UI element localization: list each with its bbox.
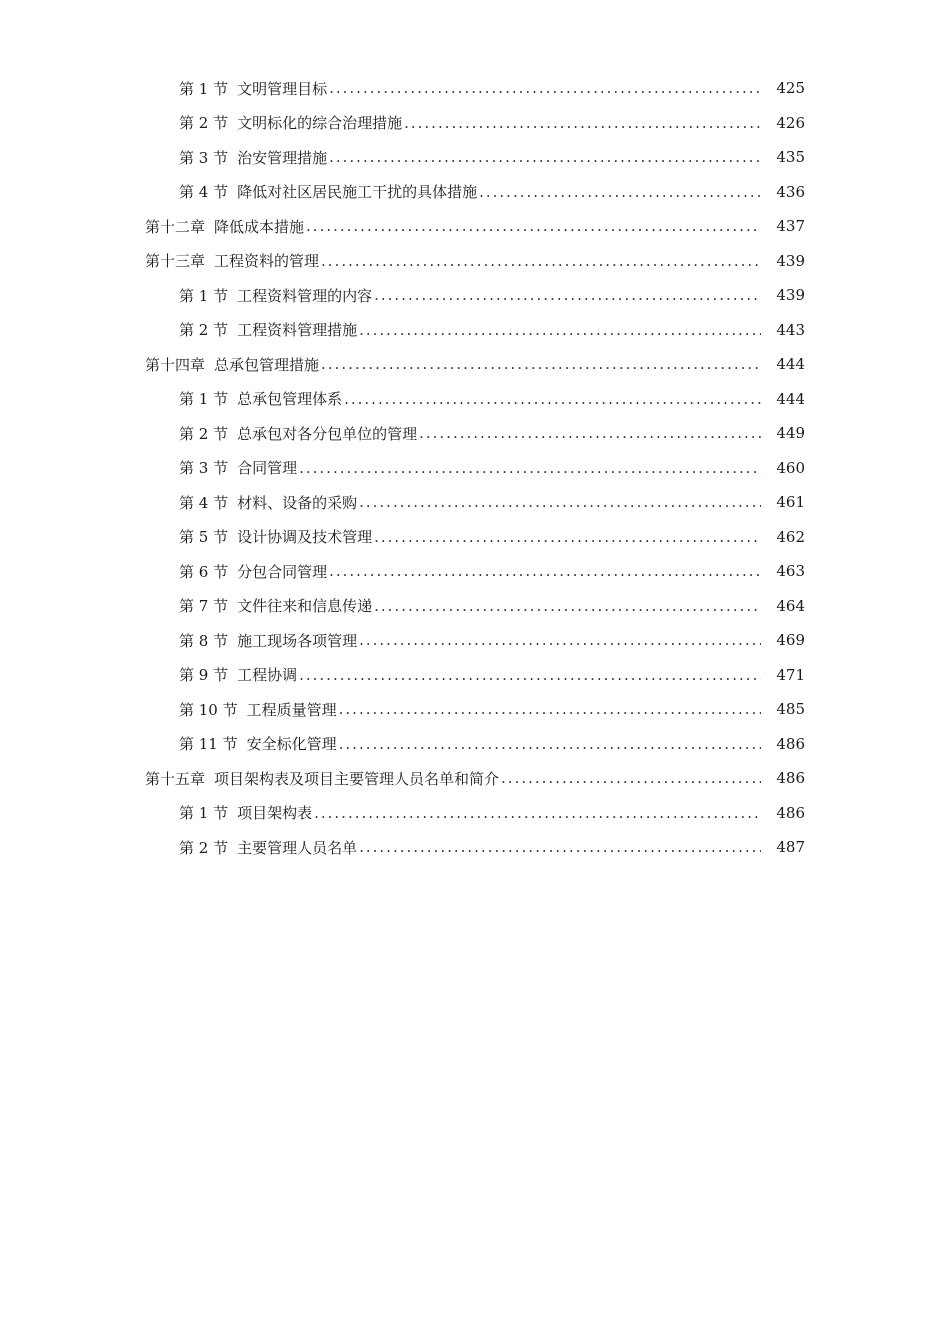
toc-entry-title: 文明标化的综合治理措施 — [237, 114, 403, 133]
toc-chapter-entry[interactable] — [0, 209, 950, 244]
toc-entry-title: 文件往来和信息传递 — [237, 597, 373, 616]
toc-page-number: 425 — [776, 79, 805, 98]
toc-section-entry[interactable] — [0, 520, 950, 555]
toc-entry-number: 第 1 节 — [179, 79, 229, 98]
toc-page-number: 460 — [776, 458, 805, 477]
toc-dot-leader — [419, 424, 761, 442]
toc-dot-leader — [404, 114, 761, 132]
toc-entry-number: 第 2 节 — [179, 321, 229, 340]
toc-entry-title: 总承包对各分包单位的管理 — [237, 424, 418, 443]
toc-section-entry[interactable] — [0, 830, 950, 865]
toc-entry-title: 设计协调及技术管理 — [237, 528, 373, 547]
toc-section-entry[interactable] — [0, 727, 950, 762]
toc-dot-leader — [374, 597, 761, 615]
toc-section-entry[interactable] — [0, 140, 950, 175]
toc-section-entry[interactable] — [0, 554, 950, 589]
toc-entry-number: 第十四章 — [145, 355, 206, 374]
toc-entry-number: 第 2 节 — [179, 838, 229, 857]
toc-page-number: 439 — [776, 286, 805, 305]
toc-page-number: 435 — [776, 148, 805, 167]
toc-entry-title: 安全标化管理 — [246, 735, 337, 754]
toc-entry-number: 第 9 节 — [179, 666, 229, 685]
toc-page-number: 439 — [776, 251, 805, 270]
toc-entry-title: 工程资料管理措施 — [237, 321, 358, 340]
toc-entry-number: 第 2 节 — [179, 114, 229, 133]
toc-section-entry[interactable] — [0, 382, 950, 417]
toc-entry-title: 降低成本措施 — [214, 217, 305, 236]
toc-dot-leader — [329, 562, 761, 580]
toc-entry-title: 文明管理目标 — [237, 79, 328, 98]
toc-entry-title: 项目架构表及项目主要管理人员名单和简介 — [214, 769, 500, 788]
toc-entry-number: 第 1 节 — [179, 390, 229, 409]
toc-dot-leader — [479, 183, 761, 201]
toc-section-entry[interactable] — [0, 313, 950, 348]
toc-page-number: 443 — [776, 320, 805, 339]
toc-entry-title: 工程质量管理 — [246, 700, 337, 719]
toc-entry-number: 第十二章 — [145, 217, 206, 236]
toc-dot-leader — [344, 390, 761, 408]
toc-page-number: 469 — [776, 631, 805, 650]
toc-entry-number: 第 1 节 — [179, 804, 229, 823]
toc-page-number: 464 — [776, 596, 805, 615]
toc-entry-title: 工程资料的管理 — [214, 252, 320, 271]
toc-entry-title: 总承包管理体系 — [237, 390, 343, 409]
toc-chapter-entry[interactable] — [0, 761, 950, 796]
toc-entry-title: 材料、设备的采购 — [237, 493, 358, 512]
toc-page-number: 463 — [776, 562, 805, 581]
toc-page-number: 486 — [776, 803, 805, 822]
toc-dot-leader — [321, 252, 761, 270]
toc-entry-number: 第 11 节 — [179, 735, 238, 754]
toc-page-number: 436 — [776, 182, 805, 201]
toc-page-number: 444 — [776, 389, 805, 408]
toc-dot-leader — [329, 148, 761, 166]
toc-entry-title: 工程协调 — [237, 666, 298, 685]
toc-page-number: 471 — [776, 665, 805, 684]
toc-entry-number: 第 2 节 — [179, 424, 229, 443]
toc-page-number: 486 — [776, 769, 805, 788]
toc-entry-number: 第 3 节 — [179, 148, 229, 167]
toc-dot-leader — [374, 286, 761, 304]
toc-entry-number: 第 3 节 — [179, 459, 229, 478]
toc-section-entry[interactable] — [0, 485, 950, 520]
toc-entry-number: 第 8 节 — [179, 631, 229, 650]
toc-dot-leader — [299, 666, 761, 684]
toc-dot-leader — [306, 217, 761, 235]
toc-entry-title: 总承包管理措施 — [214, 355, 320, 374]
toc-page-number: 486 — [776, 734, 805, 753]
toc-dot-leader — [501, 769, 761, 787]
toc-entry-title: 分包合同管理 — [237, 562, 328, 581]
toc-section-entry[interactable] — [0, 658, 950, 693]
toc-page-number: 449 — [776, 424, 805, 443]
toc-section-entry[interactable] — [0, 278, 950, 313]
toc-dot-leader — [359, 838, 761, 856]
toc-entry-title: 项目架构表 — [237, 804, 313, 823]
toc-page-number: 426 — [776, 113, 805, 132]
toc-section-entry[interactable] — [0, 692, 950, 727]
toc-entry-number: 第 4 节 — [179, 183, 229, 202]
toc-dot-leader — [374, 528, 761, 546]
toc-entry-number: 第 7 节 — [179, 597, 229, 616]
toc-page-number: 437 — [776, 217, 805, 236]
table-of-contents — [0, 71, 950, 865]
toc-entry-title: 降低对社区居民施工干扰的具体措施 — [237, 183, 478, 202]
toc-page-number: 487 — [776, 838, 805, 857]
toc-section-entry[interactable] — [0, 175, 950, 210]
toc-dot-leader — [359, 321, 761, 339]
toc-entry-number: 第 1 节 — [179, 286, 229, 305]
toc-entry-number: 第 5 节 — [179, 528, 229, 547]
toc-page-number: 444 — [776, 355, 805, 374]
toc-dot-leader — [321, 355, 761, 373]
toc-section-entry[interactable] — [0, 796, 950, 831]
toc-entry-title: 施工现场各项管理 — [237, 631, 358, 650]
toc-dot-leader — [299, 459, 761, 477]
toc-page-number: 485 — [776, 700, 805, 719]
toc-entry-number: 第 4 节 — [179, 493, 229, 512]
toc-entry-title: 治安管理措施 — [237, 148, 328, 167]
toc-entry-number: 第 10 节 — [179, 700, 238, 719]
toc-entry-number: 第十五章 — [145, 769, 206, 788]
toc-dot-leader — [329, 79, 761, 97]
toc-entry-title: 工程资料管理的内容 — [237, 286, 373, 305]
toc-entry-title: 主要管理人员名单 — [237, 838, 358, 857]
toc-entry-title: 合同管理 — [237, 459, 298, 478]
toc-section-entry[interactable] — [0, 106, 950, 141]
toc-dot-leader — [339, 735, 761, 753]
toc-dot-leader — [339, 700, 761, 718]
toc-dot-leader — [359, 493, 761, 511]
toc-section-entry[interactable] — [0, 589, 950, 624]
toc-section-entry[interactable] — [0, 71, 950, 106]
toc-section-entry[interactable] — [0, 451, 950, 486]
toc-section-entry[interactable] — [0, 623, 950, 658]
toc-section-entry[interactable] — [0, 416, 950, 451]
toc-page-number: 462 — [776, 527, 805, 546]
toc-page-number: 461 — [776, 493, 805, 512]
toc-chapter-entry[interactable] — [0, 347, 950, 382]
toc-chapter-entry[interactable] — [0, 244, 950, 279]
toc-entry-number: 第十三章 — [145, 252, 206, 271]
toc-dot-leader — [359, 631, 761, 649]
toc-entry-number: 第 6 节 — [179, 562, 229, 581]
toc-dot-leader — [314, 804, 761, 822]
